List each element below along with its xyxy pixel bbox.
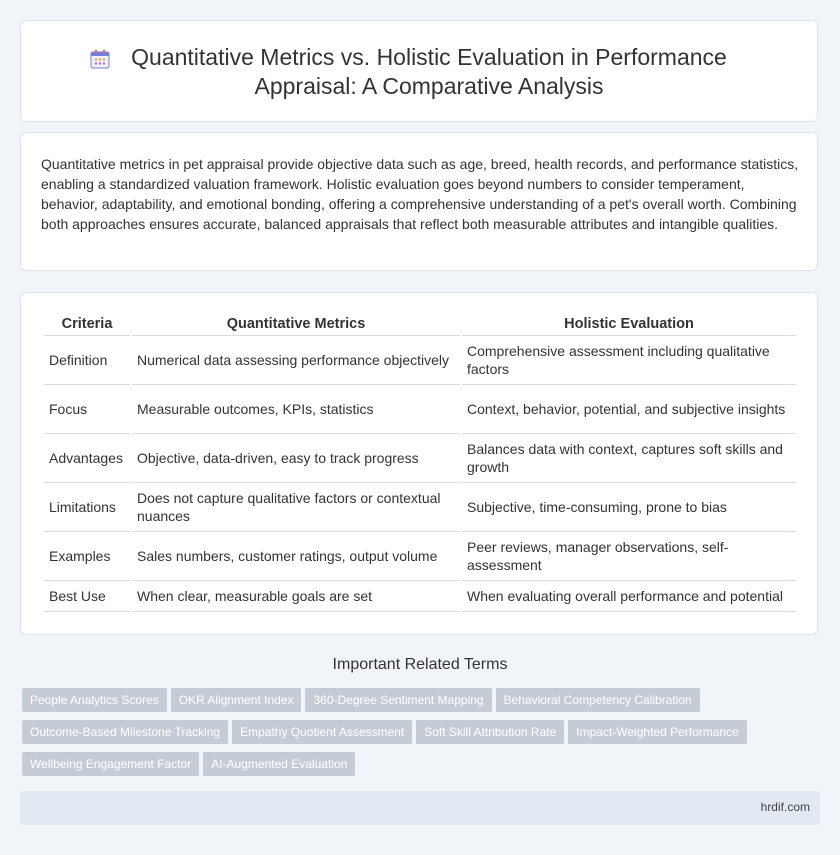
- table-cell-criteria: Examples: [44, 532, 130, 581]
- related-term-tag[interactable]: Wellbeing Engagement Factor: [22, 752, 199, 776]
- table-cell-holistic: Peer reviews, manager observations, self-assessment: [462, 532, 796, 581]
- table-cell-criteria: Advantages: [44, 434, 130, 483]
- table-cell-criteria: Limitations: [44, 483, 130, 532]
- table-cell-criteria: Best Use: [44, 581, 130, 612]
- intro-card: [20, 132, 818, 271]
- column-header: Holistic Evaluation: [462, 313, 796, 336]
- table-row: [44, 483, 796, 532]
- table-row: [44, 336, 796, 385]
- table-cell-quantitative: Measurable outcomes, KPIs, statistics: [132, 385, 460, 434]
- table-cell-holistic: Context, behavior, potential, and subjective insights: [462, 385, 796, 434]
- table-row: [44, 385, 796, 434]
- footer-site-link[interactable]: hrdif.com: [760, 800, 810, 814]
- related-term-tag[interactable]: AI-Augmented Evaluation: [203, 752, 355, 776]
- table-header-row: [44, 313, 796, 336]
- comparison-table-card: [20, 292, 818, 635]
- related-term-tag[interactable]: Soft Skill Attribution Rate: [416, 720, 564, 744]
- comparison-table: [42, 313, 798, 612]
- column-header: Criteria: [44, 313, 130, 336]
- table-cell-quantitative: Sales numbers, customer ratings, output volume: [132, 532, 460, 581]
- intro-paragraph: Quantitative metrics in pet appraisal provide objective data such as age, breed, health records, and performance statistics, enabling a standardized valuation framework. Holistic evaluation goes beyond numbers to consider temperament, behavior, adaptability, and emotional bonding, offering a comprehensive understanding of a pet's overall worth. Combining both approaches ensures accurate, balanced appraisals that reflect both measurable attributes and intangible qualities.: [41, 156, 799, 232]
- related-terms-list: [22, 688, 812, 784]
- table-cell-quantitative: Objective, data-driven, easy to track progress: [132, 434, 460, 483]
- related-term-tag[interactable]: Empathy Quotient Assessment: [232, 720, 412, 744]
- table-row: [44, 434, 796, 483]
- title-card: [20, 20, 818, 122]
- table-row: [44, 581, 796, 612]
- related-term-tag[interactable]: Outcome-Based Milestone Tracking: [22, 720, 228, 744]
- table-cell-quantitative: When clear, measurable goals are set: [132, 581, 460, 612]
- table-cell-holistic: When evaluating overall performance and potential: [462, 581, 796, 612]
- table-cell-quantitative: Numerical data assessing performance objectively: [132, 336, 460, 385]
- related-term-tag[interactable]: 360-Degree Sentiment Mapping: [305, 688, 491, 712]
- table-cell-holistic: Comprehensive assessment including qualitative factors: [462, 336, 796, 385]
- table-cell-holistic: Subjective, time-consuming, prone to bias: [462, 483, 796, 532]
- page-title: Quantitative Metrics vs. Holistic Evaluation in Performance Appraisal: A Comparative Analysis: [131, 44, 727, 99]
- table-row: [44, 532, 796, 581]
- related-term-tag[interactable]: Impact-Weighted Performance: [568, 720, 747, 744]
- table-cell-quantitative: Does not capture qualitative factors or contextual nuances: [132, 483, 460, 532]
- table-cell-holistic: Balances data with context, captures soft skills and growth: [462, 434, 796, 483]
- table-cell-criteria: Focus: [44, 385, 130, 434]
- related-term-tag[interactable]: Behavioral Competency Calibration: [496, 688, 700, 712]
- related-term-tag[interactable]: OKR Alignment Index: [171, 688, 302, 712]
- footer-bar: [20, 791, 820, 825]
- related-terms-heading: Important Related Terms: [332, 656, 508, 673]
- related-term-tag[interactable]: People Analytics Scores: [22, 688, 167, 712]
- table-cell-criteria: Definition: [44, 336, 130, 385]
- column-header: Quantitative Metrics: [132, 313, 460, 336]
